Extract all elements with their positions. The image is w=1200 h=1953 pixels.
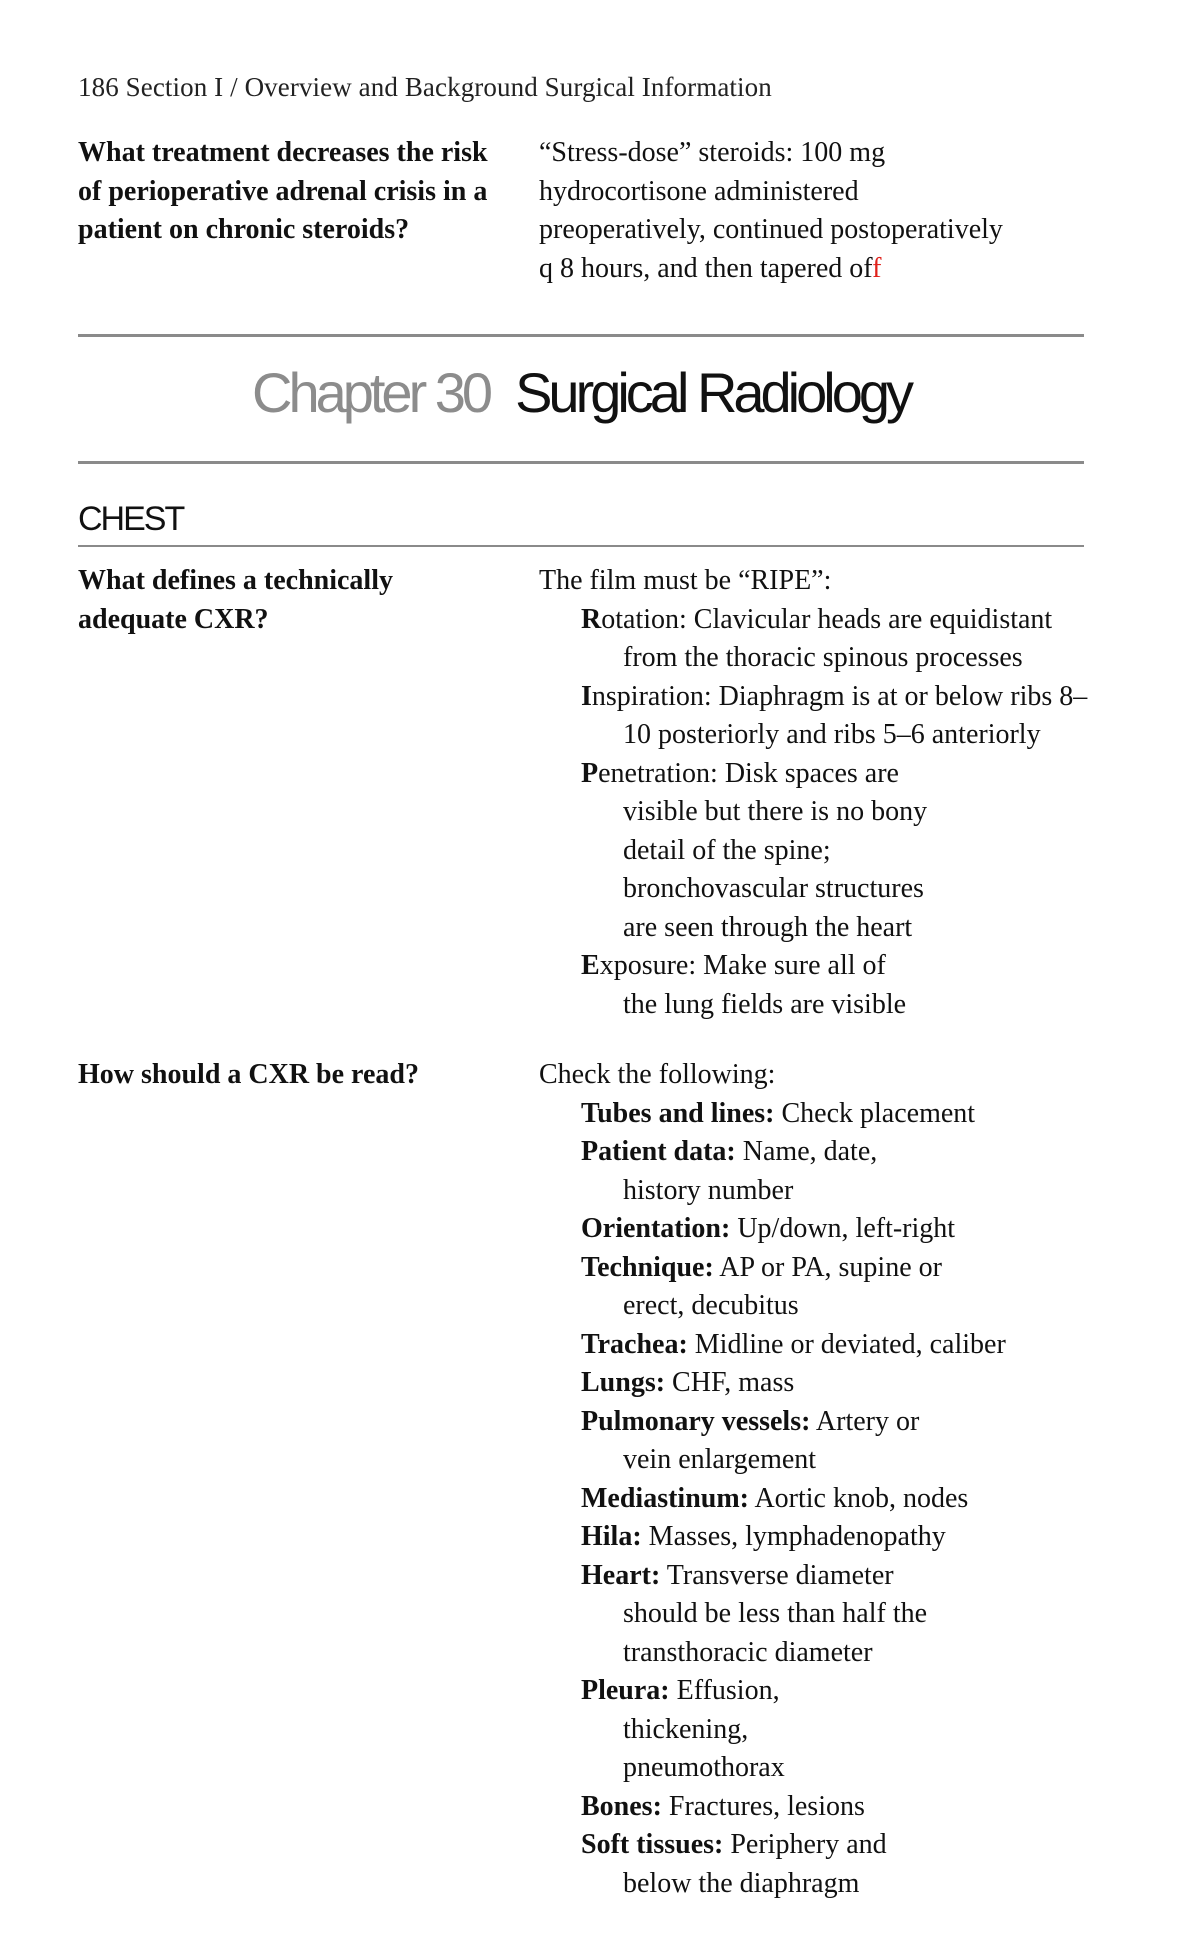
answer-line-red-tail: f xyxy=(872,252,882,284)
check-item: Patient data: Name, date, history number xyxy=(581,1136,878,1206)
check-item: Soft tissues: Periphery and below the diaphragm xyxy=(581,1829,887,1899)
section-heading: CHEST xyxy=(78,500,184,538)
running-head: 186 Section I / Overview and Background Surgical Information xyxy=(78,72,772,102)
question-text: How should a CXR be read? xyxy=(78,1059,419,1090)
check-item: Pleura: Effusion, thickening, pneumothorax xyxy=(581,1675,785,1783)
answer-intro: Check the following: xyxy=(539,1059,776,1090)
answer-line: preoperatively, continued postoperatively xyxy=(539,214,1003,245)
answer-line: “Stress-dose” steroids: 100 mg xyxy=(539,137,886,168)
answer-line xyxy=(539,250,1099,289)
question-text: What defines a technically adequate CXR? xyxy=(78,565,393,635)
chapter-bottom-rule xyxy=(78,461,1084,464)
chapter-name: Surgical Radiology xyxy=(515,361,910,424)
check-item: Tubes and lines: Check placement xyxy=(581,1097,976,1129)
chapter-number: Chapter 30 xyxy=(252,361,490,424)
answer-line: hydrocortisone administered xyxy=(539,175,859,207)
section-rule xyxy=(78,545,1084,547)
ripe-item-penetration: Penetration: Disk spaces are visible but there is no bony detail of the spine; bronchovascular structures are seen through the heart xyxy=(581,757,928,943)
answer-text xyxy=(539,1056,1099,1903)
check-item: Bones: Fractures, lesions xyxy=(581,1790,865,1822)
answer-intro: The film must be “RIPE”: xyxy=(539,565,832,596)
chapter-title xyxy=(78,360,1084,425)
ripe-item-exposure: Exposure: Make sure all of the lung fields are visible xyxy=(581,950,907,1020)
chapter-top-rule xyxy=(78,334,1084,337)
answer-text xyxy=(539,562,1099,1024)
check-item: Lungs: CHF, mass xyxy=(581,1367,795,1398)
check-item: Pulmonary vessels: Artery or vein enlargement xyxy=(581,1405,920,1475)
check-item: Heart: Transverse diameter should be less than half the transthoracic diameter xyxy=(581,1559,928,1668)
check-item: Orientation: Up/down, left-right xyxy=(581,1213,956,1244)
check-item: Hila: Masses, lymphadenopathy xyxy=(581,1521,946,1552)
answer-line-main: q 8 hours, and then tapered of xyxy=(539,252,873,284)
check-item: Technique: AP or PA, supine or erect, decubitus xyxy=(581,1251,942,1321)
check-item: Mediastinum: Aortic knob, nodes xyxy=(581,1482,969,1514)
ripe-item-rotation: Rotation: Clavicular heads are equidistant from the thoracic spinous processes xyxy=(581,603,1053,673)
ripe-item-inspiration: Inspiration: Diaphragm is at or below ribs 8–10 posteriorly and ribs 5–6 anteriorly xyxy=(581,680,1088,750)
check-item: Trachea: Midline or deviated, caliber xyxy=(581,1328,1006,1360)
answer-text xyxy=(539,134,1099,288)
question-text: What treatment decreases the risk of perioperative adrenal crisis in a patient on chronic steroids? xyxy=(78,137,488,245)
